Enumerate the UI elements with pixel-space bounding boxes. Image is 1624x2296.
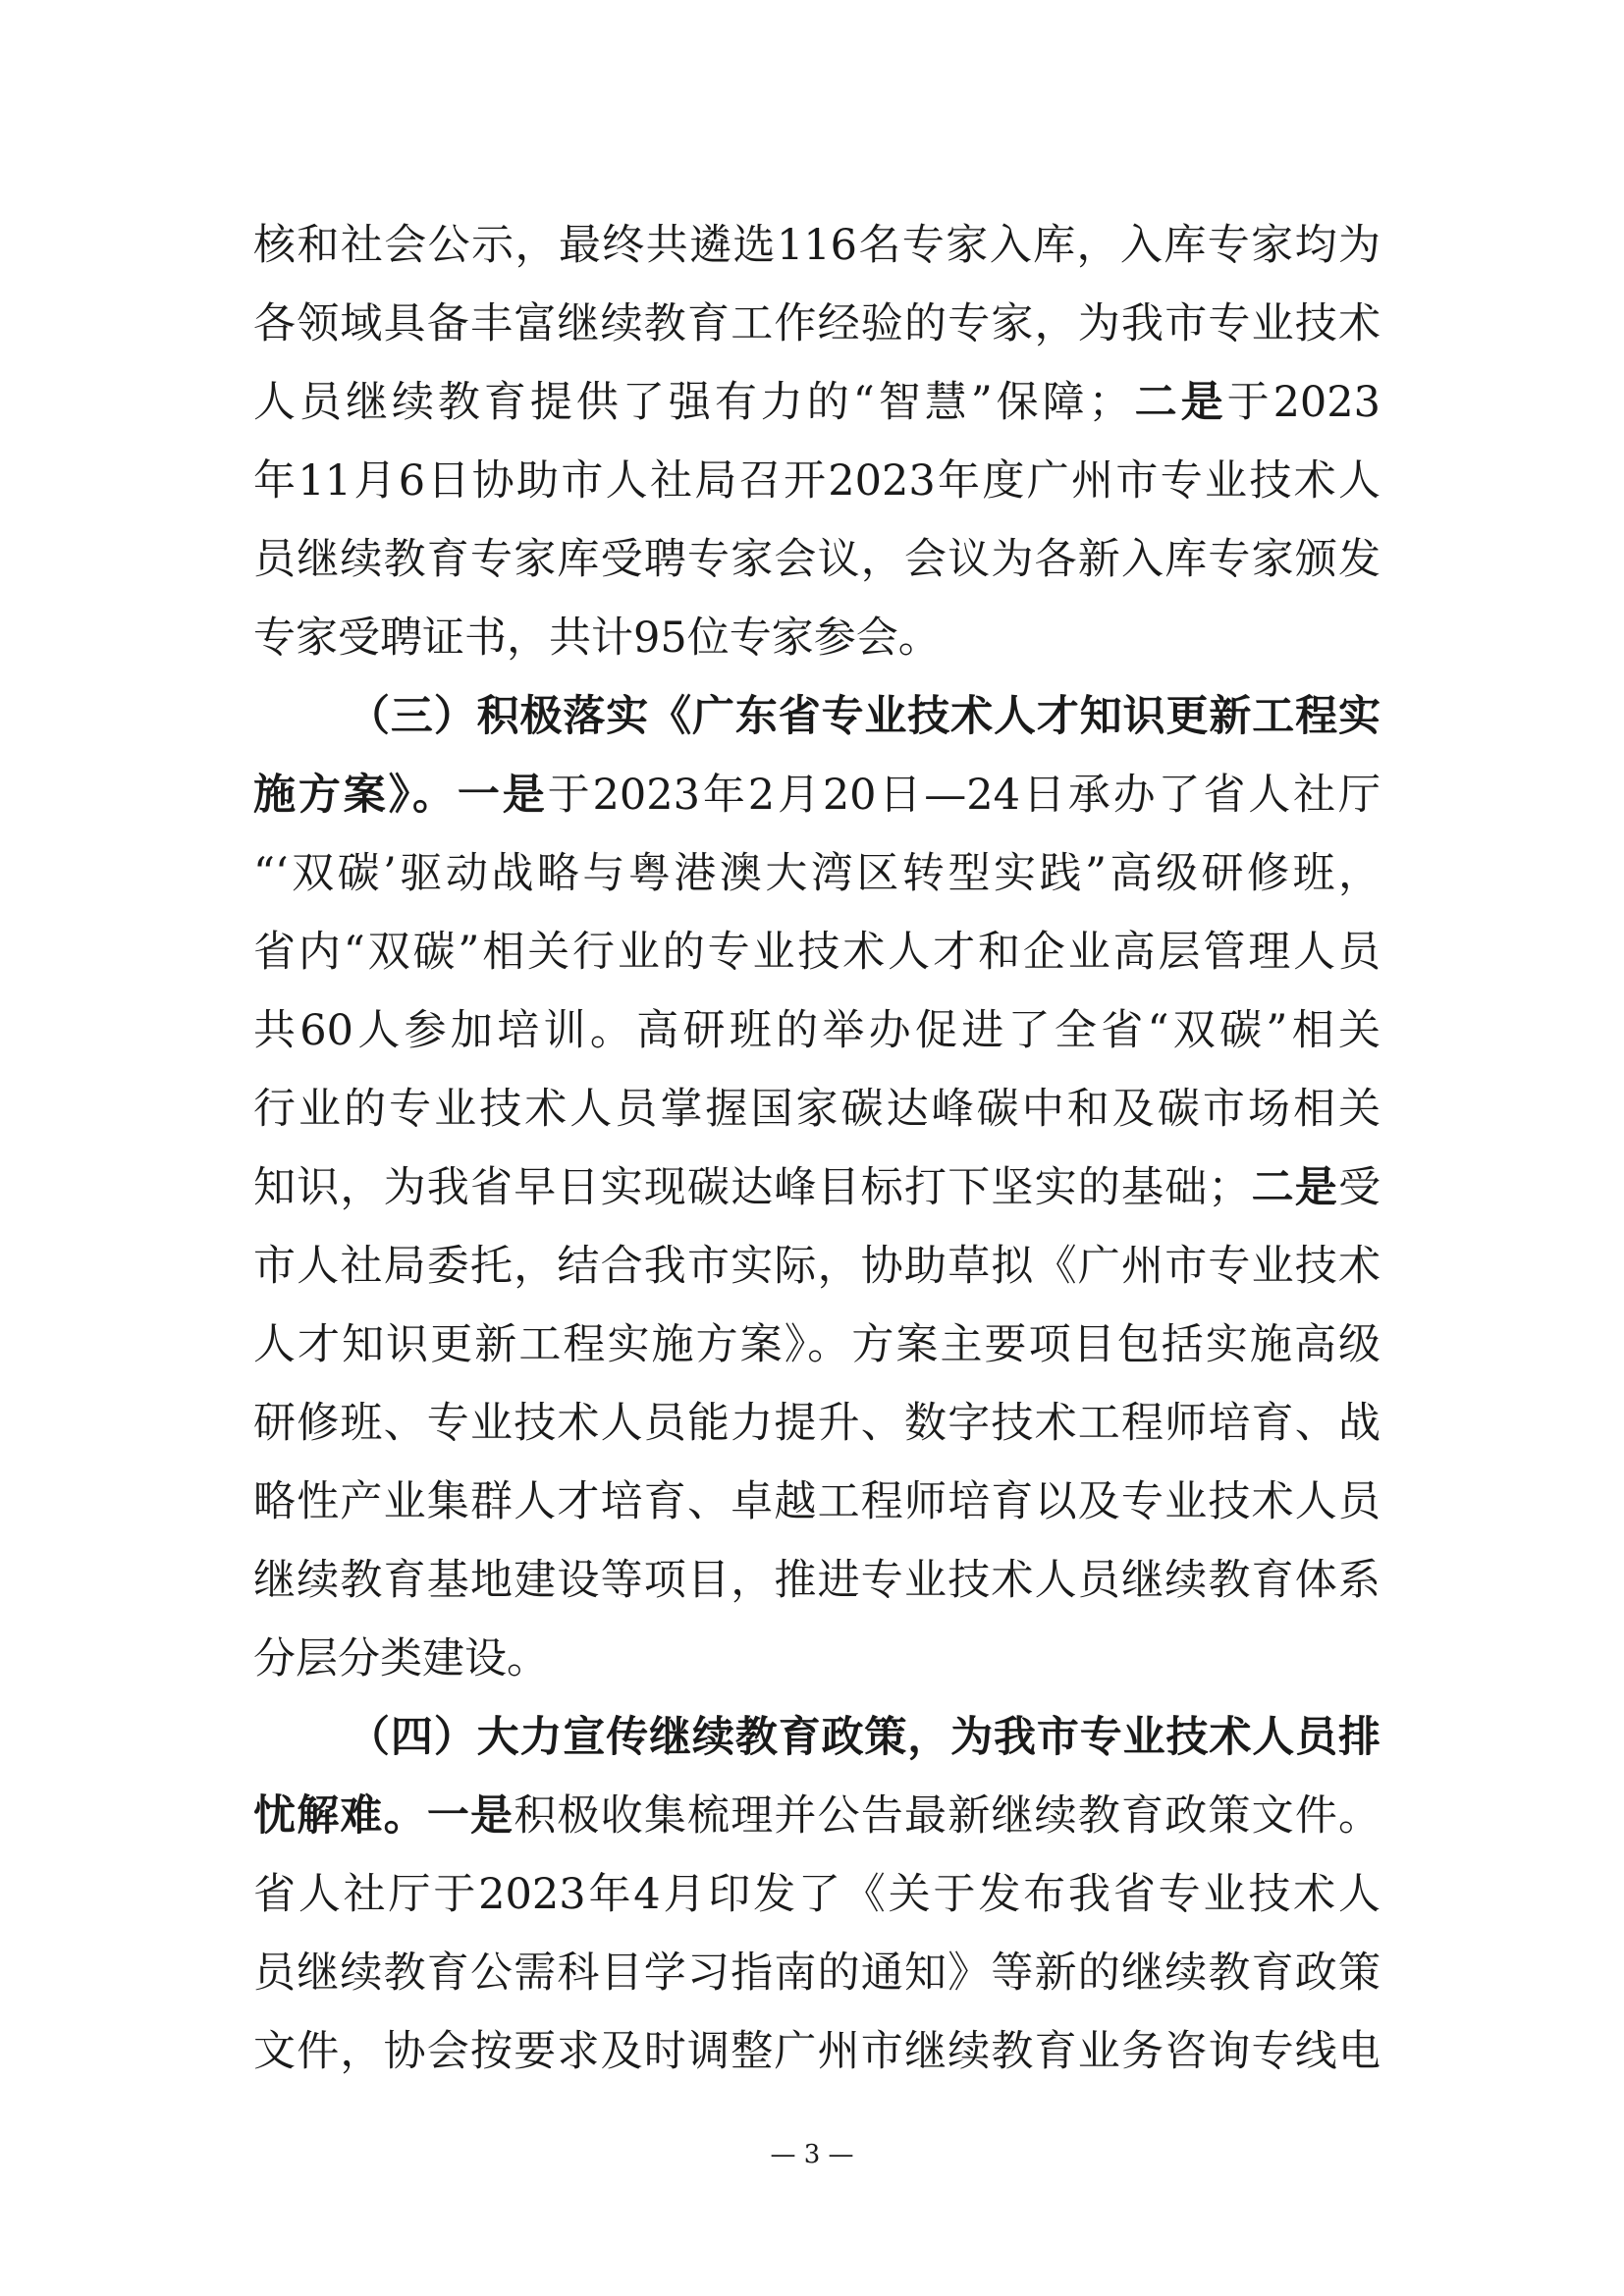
text-segment: 员继续教育专家库受聘专家会议，会议为各新入库专家颁发: [253, 535, 1380, 584]
text-line: [253, 1934, 1380, 2012]
text-line: [253, 1148, 1380, 1227]
text-line: [253, 599, 1380, 677]
bold-text-segment: 二是: [1250, 1163, 1339, 1212]
text-line: [253, 756, 1380, 834]
bold-text-segment: （三）积极落实《广东省专业技术人才知识更新工程实: [348, 692, 1380, 741]
text-segment: 核和社会公示，最终共遴选116名专家入库，入库专家均为: [253, 221, 1380, 270]
text-segment: 人才知识更新工程实施方案》。方案主要项目包括实施高级: [253, 1320, 1380, 1369]
text-line: [253, 1855, 1380, 1934]
text-segment: 继续教育基地建设等项目，推进专业技术人员继续教育体系: [253, 1556, 1380, 1605]
text-line: [253, 1698, 1380, 1777]
text-segment: 分层分类建设。: [253, 1634, 549, 1683]
text-segment: 省内“双碳”相关行业的专业技术人才和企业高层管理人员: [253, 928, 1380, 977]
text-segment: 人员继续教育提供了强有力的“智慧”保障；: [253, 378, 1131, 427]
text-line: [253, 1306, 1380, 1384]
text-line: [253, 1463, 1380, 1541]
text-segment: 员继续教育公需科目学习指南的通知》等新的继续教育政策: [253, 1949, 1380, 1998]
text-line: [253, 834, 1380, 913]
bold-text-segment: 忧解难。: [253, 1791, 427, 1841]
text-segment: 行业的专业技术人员掌握国家碳达峰碳中和及碳市场相关: [253, 1085, 1380, 1134]
text-line: [253, 677, 1380, 756]
text-segment: 共60人参加培训。高研班的举办促进了全省“双碳”相关: [253, 1006, 1380, 1055]
text-line: [253, 520, 1380, 599]
text-segment: 各领域具备丰富继续教育工作经验的专家，为我市专业技术: [253, 299, 1380, 348]
text-segment: 市人社局委托，结合我市实际，协助草拟《广州市专业技术: [253, 1242, 1380, 1291]
text-line: [253, 2012, 1380, 2091]
text-segment: 研修班、专业技术人员能力提升、数字技术工程师培育、战: [253, 1399, 1380, 1448]
page-number: — 3 —: [770, 2140, 854, 2169]
text-line: [253, 363, 1380, 442]
text-line: [253, 285, 1380, 363]
text-segment: 专家受聘证书，共计95位专家参会。: [253, 614, 941, 663]
text-line: [253, 1384, 1380, 1463]
text-segment: 文件，协会按要求及时调整广州市继续教育业务咨询专线电: [253, 2027, 1380, 2076]
text-segment: 于2023: [1226, 378, 1380, 427]
text-segment: “‘双碳’驱动战略与粤港澳大湾区转型实践”高级研修班，: [253, 849, 1380, 898]
text-line: [253, 206, 1380, 285]
bold-text-segment: 二是: [1130, 378, 1227, 427]
text-segment: 年11月6日协助市人社局召开2023年度广州市专业技术人: [253, 456, 1380, 506]
bold-text-segment: 一是: [426, 1791, 514, 1841]
text-segment: 略性产业集群人才培育、卓越工程师培育以及专业技术人员: [253, 1477, 1380, 1526]
text-line: [253, 913, 1380, 991]
bold-text-segment: （四）大力宣传继续教育政策，为我市专业技术人员排: [348, 1713, 1380, 1762]
text-line: [253, 1541, 1380, 1620]
text-line: [253, 1777, 1380, 1855]
document-body: [253, 206, 1380, 2091]
bold-text-segment: 施方案》。: [253, 771, 458, 820]
text-line: [253, 1620, 1380, 1698]
bold-text-segment: 一是: [457, 771, 548, 820]
text-line: [253, 1070, 1380, 1148]
text-segment: 知识，为我省早日实现碳达峰目标打下坚实的基础；: [253, 1163, 1251, 1212]
text-segment: 省人社厅于2023年4月印发了《关于发布我省专业技术人: [253, 1870, 1380, 1919]
text-line: [253, 442, 1380, 520]
text-segment: 受: [1338, 1163, 1380, 1212]
text-line: [253, 991, 1380, 1070]
text-segment: 积极收集梳理并公告最新继续教育政策文件。: [514, 1791, 1380, 1841]
text-segment: 于2023年2月20日—24日承办了省人社厅: [547, 771, 1380, 820]
text-line: [253, 1227, 1380, 1306]
